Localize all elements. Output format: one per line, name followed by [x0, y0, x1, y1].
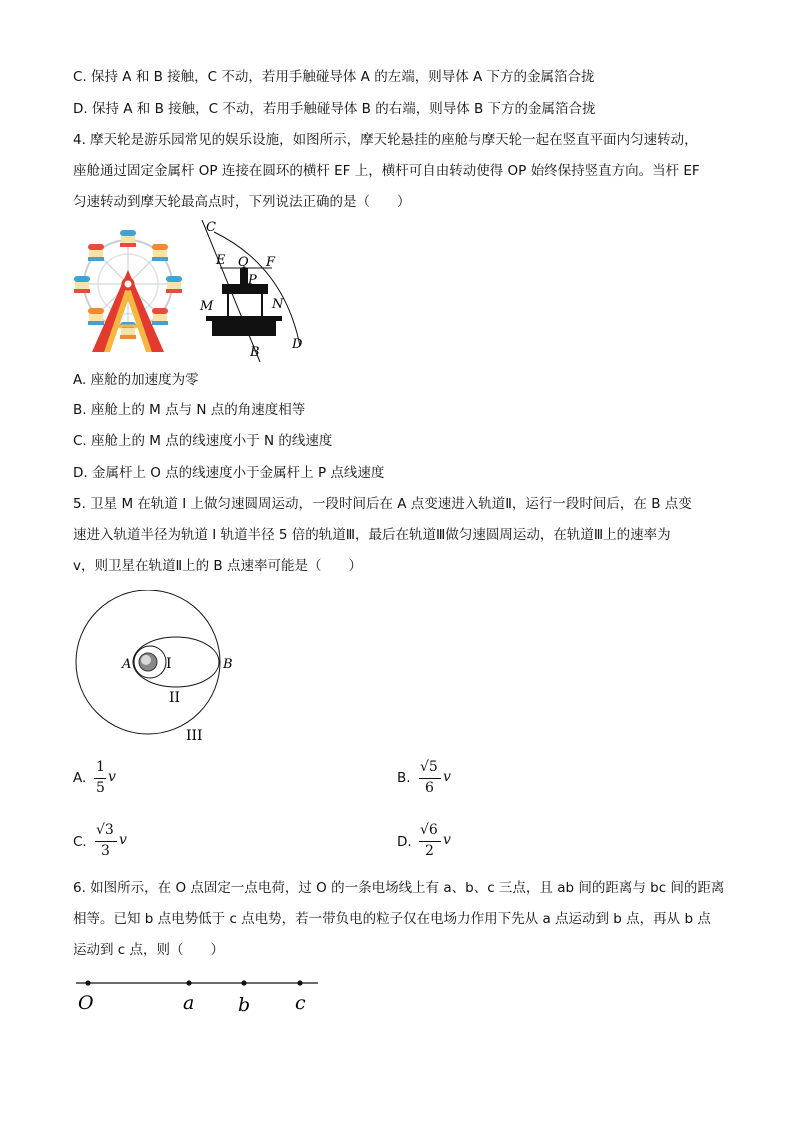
q4-option-d: D. 金属杆上 O 点的线速度小于金属杆上 P 点线速度 — [73, 465, 385, 481]
q6-stem-line-2: 相等。已知 b 点电势低于 c 点电势，若一带负电的粒子仅在电场力作用下先从 a 点运动到 b 点，再从 b 点 — [73, 911, 711, 927]
q5-stem-line-3: v，则卫星在轨道Ⅱ上的 B 点速率可能是（ ） — [73, 558, 362, 574]
cabin-label-f: F — [266, 255, 276, 270]
point-a-dot — [186, 980, 191, 985]
q5-option-d-fraction-bar — [419, 841, 441, 842]
cabin-label-c: C — [206, 220, 216, 235]
q5-option-a-variable: v — [108, 769, 116, 785]
cabin-label-d: D — [292, 337, 303, 352]
q5-option-b-fraction-bar — [419, 778, 441, 779]
point-b-dot — [241, 980, 246, 985]
field-line-diagram — [72, 972, 322, 1022]
q4-option-c: C. 座舱上的 M 点的线速度小于 N 的线速度 — [73, 433, 333, 449]
cabin-label-n: N — [272, 297, 284, 312]
orbit-label-ii: II — [169, 690, 181, 706]
q5-option-b-numerator: √5 — [420, 759, 438, 775]
q5-option-c-fraction-bar — [95, 841, 117, 842]
ferris-wheel-illustration — [70, 226, 188, 354]
q5-stem-line-1: 5. 卫星 M 在轨道 I 上做匀速圆周运动，一段时间后在 A 点变速进入轨道Ⅱ，运行一段时间后，在 B 点变 — [73, 496, 692, 512]
q5-stem-line-2: 速进入轨道半径为轨道 I 轨道半径 5 倍的轨道Ⅲ，最后在轨道Ⅲ做匀速圆周运动，在轨道Ⅲ上的速率为 — [73, 527, 671, 543]
q3-option-d: D. 保持 A 和 B 接触，C 不动，若用手触碰导体 B 的右端，则导体 B 下方的金属箔合拢 — [73, 101, 596, 117]
point-o-dot — [85, 980, 90, 985]
cabin-diagram — [192, 216, 314, 364]
q6-stem-line-3: 运动到 c 点，则（ ） — [73, 942, 225, 958]
point-c-dot — [297, 980, 302, 985]
q4-stem-line-1: 4. 摩天轮是游乐园常见的娱乐设施，如图所示，摩天轮悬挂的座舱与摩天轮一起在竖直平面内匀速转动， — [73, 132, 698, 148]
q5-option-c-variable: v — [119, 832, 127, 848]
q4-stem-line-3: 匀速转动到摩天轮最高点时，下列说法正确的是（ ） — [73, 194, 411, 210]
q5-option-d-letter: D. — [397, 834, 412, 850]
q5-option-d-variable: v — [443, 832, 451, 848]
q5-option-b-variable: v — [443, 769, 451, 785]
q4-option-a: A. 座舱的加速度为零 — [73, 372, 199, 388]
cabin-label-o: O — [238, 255, 249, 270]
q4-stem-line-2: 座舱通过固定金属杆 OP 连接在圆环的横杆 EF 上，横杆可自由转动使得 OP 始终保持竖直方向。当杆 EF — [73, 163, 700, 179]
q3-option-c: C. 保持 A 和 B 接触，C 不动，若用手触碰导体 A 的左端，则导体 A 下方的金属箔合拢 — [73, 69, 595, 85]
field-label-a: a — [183, 992, 195, 1014]
q5-option-c-numerator: √3 — [96, 822, 114, 838]
q5-option-b-letter: B. — [397, 770, 411, 786]
cabin-label-b: B — [250, 345, 260, 360]
q5-option-d-numerator: √6 — [420, 822, 438, 838]
cabin-label-e: E — [216, 253, 226, 268]
orbit-label-a: A — [122, 657, 132, 672]
orbit-diagram — [70, 590, 250, 750]
q5-option-a-numerator: 1 — [96, 759, 105, 775]
q5-option-c-denominator: 3 — [101, 843, 110, 859]
field-label-c: c — [295, 992, 306, 1014]
field-label-b: b — [238, 994, 251, 1016]
field-label-o: O — [78, 992, 94, 1014]
q5-option-d-denominator: 2 — [425, 843, 434, 859]
q6-stem-line-1: 6. 如图所示，在 O 点固定一点电荷，过 O 的一条电场线上有 a、b、c 三点，且 ab 间的距离与 bc 间的距离 — [73, 880, 725, 896]
q4-option-b: B. 座舱上的 M 点与 N 点的角速度相等 — [73, 402, 306, 418]
q5-option-a-letter: A. — [73, 770, 87, 786]
q5-option-c-letter: C. — [73, 834, 87, 850]
q5-option-a-fraction-bar — [94, 778, 106, 779]
q5-option-b-denominator: 6 — [425, 780, 434, 796]
orbit-label-i: I — [166, 656, 172, 672]
cabin-label-m: M — [200, 299, 214, 314]
orbit-label-iii: III — [186, 728, 203, 744]
cabin-label-p: P — [248, 273, 257, 288]
orbit-label-b: B — [223, 657, 233, 672]
q5-option-a-denominator: 5 — [96, 780, 105, 796]
